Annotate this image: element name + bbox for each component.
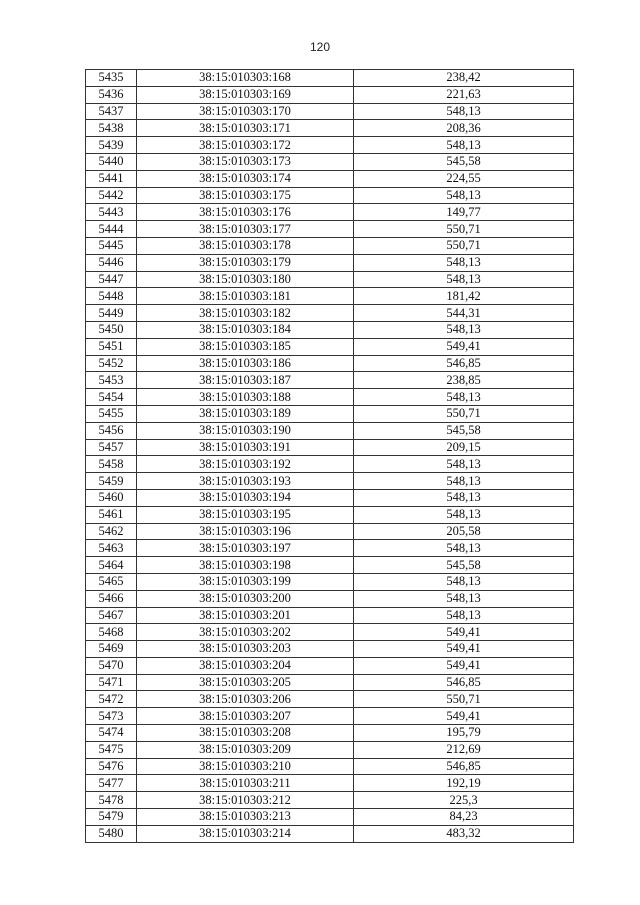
- row-number-cell: 5441: [86, 170, 137, 187]
- cadastral-number-cell: 38:15:010303:182: [137, 305, 354, 322]
- row-number-cell: 5478: [86, 792, 137, 809]
- table-row: [86, 540, 574, 557]
- row-number-cell: 5444: [86, 221, 137, 238]
- cadastral-number-cell: 38:15:010303:192: [137, 456, 354, 473]
- table-row: [86, 557, 574, 574]
- cadastral-number-cell: 38:15:010303:179: [137, 254, 354, 271]
- cadastral-number-cell: 38:15:010303:176: [137, 204, 354, 221]
- row-number-cell: 5436: [86, 86, 137, 103]
- table-row: [86, 741, 574, 758]
- area-value-cell: 546,85: [354, 355, 574, 372]
- row-number-cell: 5464: [86, 557, 137, 574]
- table-row: [86, 389, 574, 406]
- cadastral-number-cell: 38:15:010303:210: [137, 758, 354, 775]
- row-number-cell: 5473: [86, 708, 137, 725]
- cadastral-number-cell: 38:15:010303:201: [137, 607, 354, 624]
- row-number-cell: 5442: [86, 187, 137, 204]
- row-number-cell: 5480: [86, 825, 137, 842]
- area-value-cell: 548,13: [354, 271, 574, 288]
- table-row: [86, 422, 574, 439]
- table-row: [86, 758, 574, 775]
- cadastral-number-cell: 38:15:010303:209: [137, 741, 354, 758]
- area-value-cell: 548,13: [354, 540, 574, 557]
- area-value-cell: 545,58: [354, 422, 574, 439]
- table-row: [86, 305, 574, 322]
- area-value-cell: 208,36: [354, 120, 574, 137]
- row-number-cell: 5443: [86, 204, 137, 221]
- area-value-cell: 84,23: [354, 809, 574, 826]
- cadastral-number-cell: 38:15:010303:213: [137, 809, 354, 826]
- registry-table: [85, 69, 574, 843]
- cadastral-number-cell: 38:15:010303:174: [137, 170, 354, 187]
- cadastral-number-cell: 38:15:010303:204: [137, 657, 354, 674]
- table-row: [86, 271, 574, 288]
- cadastral-number-cell: 38:15:010303:184: [137, 321, 354, 338]
- table-body: [86, 70, 574, 843]
- cadastral-number-cell: 38:15:010303:202: [137, 624, 354, 641]
- table-row: [86, 187, 574, 204]
- cadastral-number-cell: 38:15:010303:181: [137, 288, 354, 305]
- row-number-cell: 5479: [86, 809, 137, 826]
- table-row: [86, 489, 574, 506]
- table-row: [86, 607, 574, 624]
- table-row: [86, 641, 574, 658]
- row-number-cell: 5462: [86, 523, 137, 540]
- cadastral-number-cell: 38:15:010303:206: [137, 691, 354, 708]
- row-number-cell: 5460: [86, 489, 137, 506]
- area-value-cell: 212,69: [354, 741, 574, 758]
- cadastral-number-cell: 38:15:010303:193: [137, 473, 354, 490]
- area-value-cell: 548,13: [354, 103, 574, 120]
- area-value-cell: 225,3: [354, 792, 574, 809]
- area-value-cell: 224,55: [354, 170, 574, 187]
- area-value-cell: 549,41: [354, 338, 574, 355]
- row-number-cell: 5451: [86, 338, 137, 355]
- area-value-cell: 238,85: [354, 372, 574, 389]
- area-value-cell: 548,13: [354, 489, 574, 506]
- cadastral-number-cell: 38:15:010303:188: [137, 389, 354, 406]
- row-number-cell: 5468: [86, 624, 137, 641]
- cadastral-number-cell: 38:15:010303:205: [137, 674, 354, 691]
- cadastral-number-cell: 38:15:010303:173: [137, 153, 354, 170]
- cadastral-number-cell: 38:15:010303:191: [137, 439, 354, 456]
- cadastral-number-cell: 38:15:010303:169: [137, 86, 354, 103]
- area-value-cell: 549,41: [354, 708, 574, 725]
- row-number-cell: 5477: [86, 775, 137, 792]
- table-row: [86, 573, 574, 590]
- area-value-cell: 181,42: [354, 288, 574, 305]
- row-number-cell: 5439: [86, 137, 137, 154]
- cadastral-number-cell: 38:15:010303:172: [137, 137, 354, 154]
- row-number-cell: 5456: [86, 422, 137, 439]
- table-row: [86, 439, 574, 456]
- cadastral-number-cell: 38:15:010303:198: [137, 557, 354, 574]
- cadastral-number-cell: 38:15:010303:187: [137, 372, 354, 389]
- area-value-cell: 550,71: [354, 405, 574, 422]
- row-number-cell: 5453: [86, 372, 137, 389]
- area-value-cell: 549,41: [354, 624, 574, 641]
- table-row: [86, 372, 574, 389]
- area-value-cell: 550,71: [354, 691, 574, 708]
- cadastral-number-cell: 38:15:010303:212: [137, 792, 354, 809]
- area-value-cell: 550,71: [354, 237, 574, 254]
- area-value-cell: 548,13: [354, 389, 574, 406]
- table-row: [86, 624, 574, 641]
- table-row: [86, 725, 574, 742]
- area-value-cell: 548,13: [354, 506, 574, 523]
- cadastral-number-cell: 38:15:010303:186: [137, 355, 354, 372]
- table-row: [86, 708, 574, 725]
- table-row: [86, 221, 574, 238]
- table-row: [86, 809, 574, 826]
- table-row: [86, 204, 574, 221]
- cadastral-number-cell: 38:15:010303:175: [137, 187, 354, 204]
- area-value-cell: 548,13: [354, 254, 574, 271]
- row-number-cell: 5454: [86, 389, 137, 406]
- table-row: [86, 523, 574, 540]
- area-value-cell: 548,13: [354, 137, 574, 154]
- row-number-cell: 5470: [86, 657, 137, 674]
- row-number-cell: 5459: [86, 473, 137, 490]
- row-number-cell: 5457: [86, 439, 137, 456]
- row-number-cell: 5438: [86, 120, 137, 137]
- cadastral-number-cell: 38:15:010303:207: [137, 708, 354, 725]
- row-number-cell: 5465: [86, 573, 137, 590]
- row-number-cell: 5448: [86, 288, 137, 305]
- area-value-cell: 550,71: [354, 221, 574, 238]
- table-row: [86, 691, 574, 708]
- row-number-cell: 5449: [86, 305, 137, 322]
- table-row: [86, 170, 574, 187]
- table-row: [86, 674, 574, 691]
- table-row: [86, 405, 574, 422]
- cadastral-number-cell: 38:15:010303:180: [137, 271, 354, 288]
- row-number-cell: 5452: [86, 355, 137, 372]
- cadastral-number-cell: 38:15:010303:208: [137, 725, 354, 742]
- area-value-cell: 195,79: [354, 725, 574, 742]
- area-value-cell: 548,13: [354, 607, 574, 624]
- area-value-cell: 546,85: [354, 674, 574, 691]
- area-value-cell: 546,85: [354, 758, 574, 775]
- area-value-cell: 548,13: [354, 187, 574, 204]
- table-row: [86, 792, 574, 809]
- row-number-cell: 5474: [86, 725, 137, 742]
- row-number-cell: 5458: [86, 456, 137, 473]
- area-value-cell: 548,13: [354, 321, 574, 338]
- table-row: [86, 137, 574, 154]
- cadastral-number-cell: 38:15:010303:189: [137, 405, 354, 422]
- area-value-cell: 549,41: [354, 657, 574, 674]
- table-row: [86, 338, 574, 355]
- cadastral-number-cell: 38:15:010303:185: [137, 338, 354, 355]
- table-row: [86, 103, 574, 120]
- table-row: [86, 355, 574, 372]
- table-row: [86, 86, 574, 103]
- area-value-cell: 238,42: [354, 70, 574, 87]
- row-number-cell: 5467: [86, 607, 137, 624]
- table-row: [86, 506, 574, 523]
- cadastral-number-cell: 38:15:010303:211: [137, 775, 354, 792]
- cadastral-number-cell: 38:15:010303:190: [137, 422, 354, 439]
- area-value-cell: 149,77: [354, 204, 574, 221]
- area-value-cell: 192,19: [354, 775, 574, 792]
- row-number-cell: 5466: [86, 590, 137, 607]
- table-row: [86, 288, 574, 305]
- area-value-cell: 209,15: [354, 439, 574, 456]
- row-number-cell: 5471: [86, 674, 137, 691]
- row-number-cell: 5450: [86, 321, 137, 338]
- cadastral-number-cell: 38:15:010303:170: [137, 103, 354, 120]
- cadastral-number-cell: 38:15:010303:197: [137, 540, 354, 557]
- table-row: [86, 70, 574, 87]
- area-value-cell: 205,58: [354, 523, 574, 540]
- area-value-cell: 548,13: [354, 590, 574, 607]
- area-value-cell: 548,13: [354, 456, 574, 473]
- cadastral-number-cell: 38:15:010303:168: [137, 70, 354, 87]
- area-value-cell: 548,13: [354, 473, 574, 490]
- row-number-cell: 5447: [86, 271, 137, 288]
- cadastral-number-cell: 38:15:010303:171: [137, 120, 354, 137]
- table-row: [86, 120, 574, 137]
- table-row: [86, 590, 574, 607]
- table-row: [86, 825, 574, 842]
- cadastral-number-cell: 38:15:010303:200: [137, 590, 354, 607]
- area-value-cell: 545,58: [354, 153, 574, 170]
- area-value-cell: 544,31: [354, 305, 574, 322]
- cadastral-number-cell: 38:15:010303:214: [137, 825, 354, 842]
- row-number-cell: 5461: [86, 506, 137, 523]
- row-number-cell: 5463: [86, 540, 137, 557]
- cadastral-number-cell: 38:15:010303:195: [137, 506, 354, 523]
- cadastral-number-cell: 38:15:010303:203: [137, 641, 354, 658]
- row-number-cell: 5472: [86, 691, 137, 708]
- row-number-cell: 5475: [86, 741, 137, 758]
- table-row: [86, 254, 574, 271]
- row-number-cell: 5455: [86, 405, 137, 422]
- cadastral-number-cell: 38:15:010303:196: [137, 523, 354, 540]
- table-row: [86, 456, 574, 473]
- row-number-cell: 5440: [86, 153, 137, 170]
- row-number-cell: 5437: [86, 103, 137, 120]
- row-number-cell: 5435: [86, 70, 137, 87]
- row-number-cell: 5469: [86, 641, 137, 658]
- table-row: [86, 321, 574, 338]
- area-value-cell: 221,63: [354, 86, 574, 103]
- table-row: [86, 153, 574, 170]
- cadastral-number-cell: 38:15:010303:199: [137, 573, 354, 590]
- row-number-cell: 5476: [86, 758, 137, 775]
- cadastral-number-cell: 38:15:010303:177: [137, 221, 354, 238]
- area-value-cell: 483,32: [354, 825, 574, 842]
- table-row: [86, 473, 574, 490]
- area-value-cell: 548,13: [354, 573, 574, 590]
- page-number: 120: [309, 40, 331, 54]
- cadastral-number-cell: 38:15:010303:178: [137, 237, 354, 254]
- row-number-cell: 5445: [86, 237, 137, 254]
- area-value-cell: 545,58: [354, 557, 574, 574]
- table-row: [86, 237, 574, 254]
- row-number-cell: 5446: [86, 254, 137, 271]
- area-value-cell: 549,41: [354, 641, 574, 658]
- table-row: [86, 657, 574, 674]
- table-row: [86, 775, 574, 792]
- cadastral-number-cell: 38:15:010303:194: [137, 489, 354, 506]
